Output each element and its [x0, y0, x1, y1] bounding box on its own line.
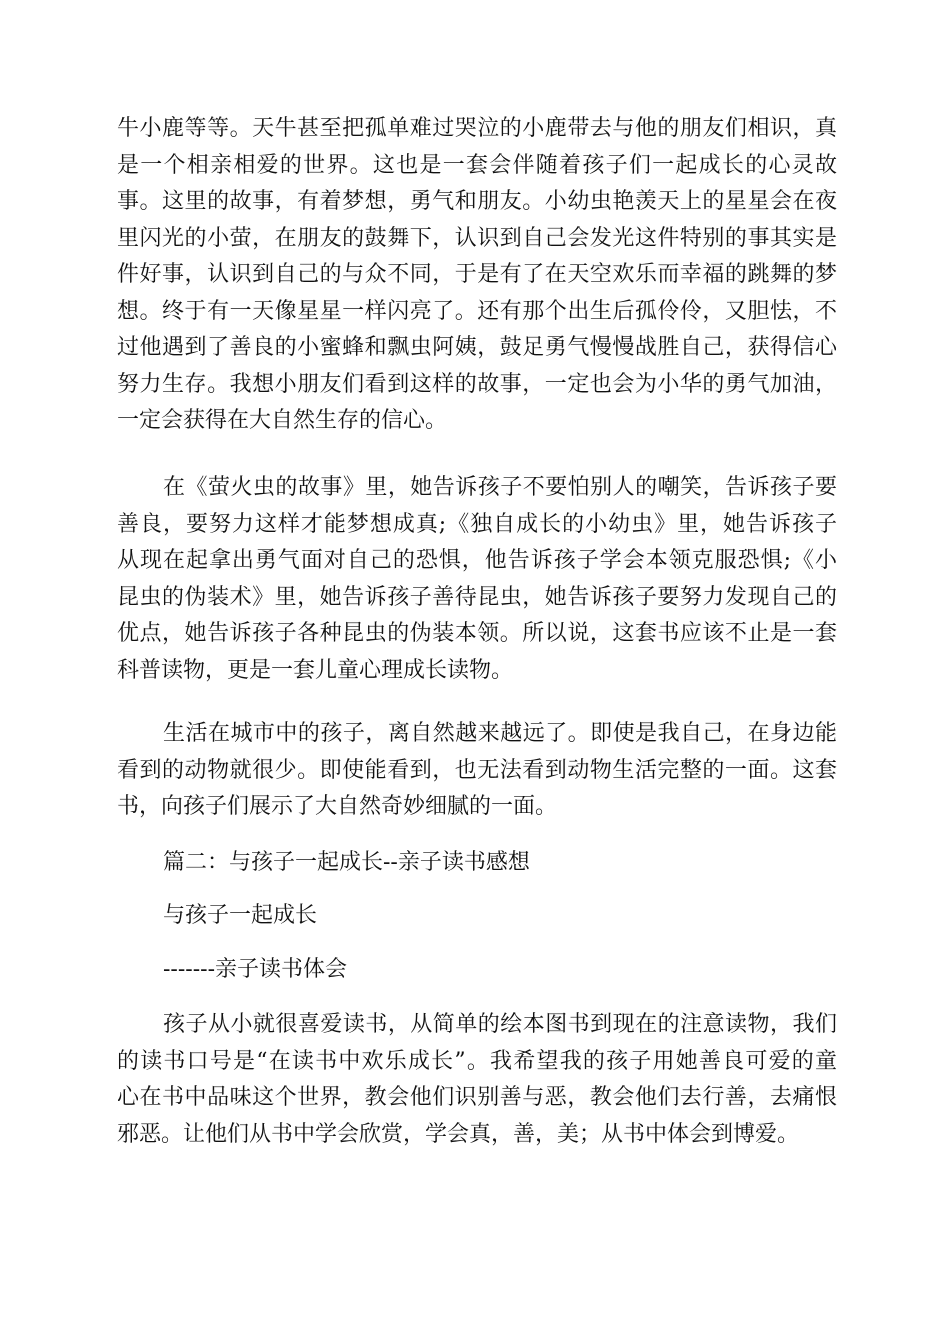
- section-subtitle-text: 与孩子一起成长: [163, 903, 318, 928]
- paragraph-line: 心在书中品味这个世界，教会他们识别善与恶，教会他们去行善，去痛恨: [117, 1085, 837, 1110]
- section-title-text: 篇二：与孩子一起成长--亲子读书感想: [163, 850, 530, 875]
- paragraph-line: 科普读物，更是一套儿童心理成长读物。: [117, 657, 514, 683]
- paragraph-line: 从现在起拿出勇气面对自己的恐惧，他告诉孩子学会本领克服恐惧;《小: [117, 548, 837, 573]
- section-tagline: [117, 952, 837, 989]
- paragraph-line: 善良，要努力这样才能梦想成真;《独自成长的小幼虫》里，她告诉孩子: [117, 511, 837, 537]
- paragraph-line: 的读书口号是“在读书中欢乐成长”。我希望我的孩子用她善良可爱的童: [117, 1048, 837, 1074]
- section-title: [117, 845, 837, 882]
- paragraph-line: 一定会获得在大自然生存的信心。: [117, 408, 448, 433]
- paragraph-4: [117, 1007, 837, 1153]
- paragraph-line: 里闪光的小萤，在朋友的鼓舞下，认识到自己会发光这件特别的事其实是: [117, 225, 837, 251]
- paragraph-line: 邪恶。让他们从书中学会欣赏，学会真，善，美；从书中体会到博爱。: [117, 1121, 800, 1147]
- paragraph-2: [117, 470, 837, 689]
- paragraph-line: 看到的动物就很少。即使能看到，也无法看到动物生活完整的一面。这套: [117, 757, 837, 783]
- paragraph-line: 事。这里的故事，有着梦想，勇气和朋友。小幼虫艳羡天上的星星会在夜: [117, 189, 837, 214]
- paragraph-line: 孩子从小就很喜爱读书，从简单的绘本图书到现在的注意读物，我们: [163, 1012, 837, 1037]
- paragraph-1: [117, 111, 837, 440]
- paragraph-line: 优点，她告诉孩子各种昆虫的伪装本领。所以说，这套书应该不止是一套: [117, 621, 837, 646]
- section-subtitle: [117, 898, 837, 935]
- paragraph-line: 书，向孩子们展示了大自然奇妙细腻的一面。: [117, 794, 558, 819]
- paragraph-line: 过他遇到了善良的小蜜蜂和飘虫阿姨，鼓足勇气慢慢战胜自己，获得信心: [117, 335, 837, 360]
- paragraph-line: 在《萤火虫的故事》里，她告诉孩子不要怕别人的嘲笑，告诉孩子要: [163, 475, 837, 500]
- paragraph-line: 生活在城市中的孩子，离自然越来越远了。即使是我自己，在身边能: [163, 721, 837, 746]
- paragraph-line: 昆虫的伪装术》里，她告诉孩子善待昆虫，她告诉孩子要努力发现自己的: [117, 584, 837, 610]
- paragraph-line: 件好事，认识到自己的与众不同，于是有了在天空欢乐而幸福的跳舞的梦: [117, 262, 837, 287]
- section-tagline-text: -------亲子读书体会: [163, 957, 348, 982]
- paragraph-line: 想。终于有一天像星星一样闪亮了。还有那个出生后孤伶伶，又胆怯，不: [117, 298, 837, 324]
- paragraph-line: 努力生存。我想小朋友们看到这样的故事，一定也会为小华的勇气加油，: [117, 371, 837, 397]
- paragraph-line: 是一个相亲相爱的世界。这也是一套会伴随着孩子们一起成长的心灵故: [117, 152, 837, 178]
- paragraph-3: [117, 716, 837, 826]
- paragraph-line: 牛小鹿等等。天牛甚至把孤单难过哭泣的小鹿带去与他的朋友们相识，真: [117, 116, 837, 141]
